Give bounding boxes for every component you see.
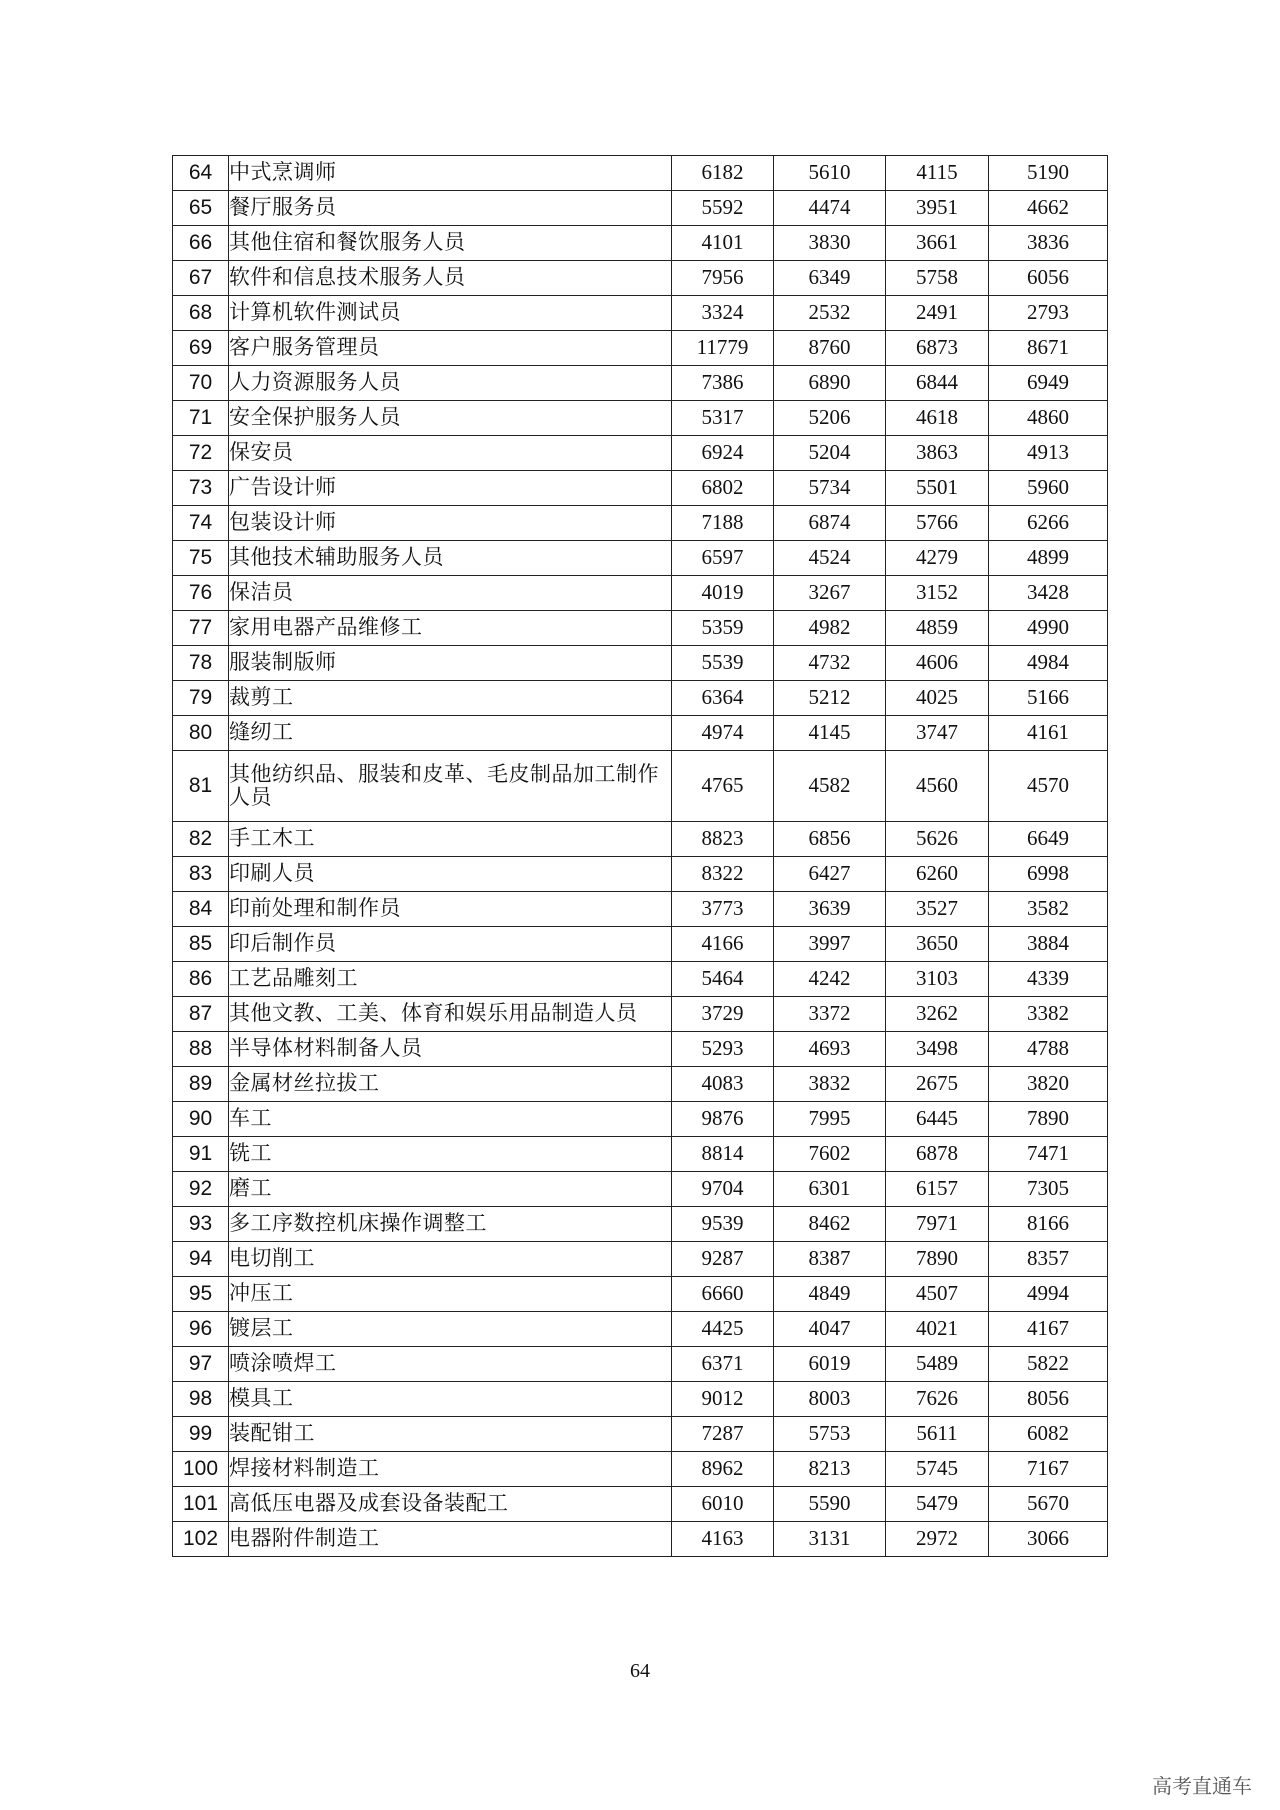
table-row <box>173 1487 1108 1522</box>
occupation-name: 保安员 <box>229 436 672 471</box>
value-col-2: 4145 <box>774 716 886 751</box>
value-col-3: 3747 <box>886 716 989 751</box>
value-col-3: 4021 <box>886 1312 989 1347</box>
occupation-name: 模具工 <box>229 1382 672 1417</box>
value-col-1: 7386 <box>672 366 774 401</box>
value-col-4: 3820 <box>989 1067 1108 1102</box>
value-col-1: 6364 <box>672 681 774 716</box>
value-col-4: 3066 <box>989 1522 1108 1557</box>
value-col-2: 6427 <box>774 857 886 892</box>
value-col-2: 8003 <box>774 1382 886 1417</box>
value-col-4: 3582 <box>989 892 1108 927</box>
value-col-3: 5745 <box>886 1452 989 1487</box>
row-number: 92 <box>173 1172 229 1207</box>
value-col-2: 5206 <box>774 401 886 436</box>
value-col-1: 4425 <box>672 1312 774 1347</box>
value-col-2: 8760 <box>774 331 886 366</box>
value-col-2: 5590 <box>774 1487 886 1522</box>
value-col-2: 5212 <box>774 681 886 716</box>
table-row <box>173 997 1108 1032</box>
value-col-3: 5626 <box>886 822 989 857</box>
value-col-3: 2491 <box>886 296 989 331</box>
value-col-4: 4994 <box>989 1277 1108 1312</box>
value-col-1: 8962 <box>672 1452 774 1487</box>
value-col-2: 5753 <box>774 1417 886 1452</box>
value-col-1: 5464 <box>672 962 774 997</box>
table-row <box>173 822 1108 857</box>
value-col-2: 4524 <box>774 541 886 576</box>
value-col-2: 3372 <box>774 997 886 1032</box>
page-number: 64 <box>630 1660 650 1682</box>
row-number: 76 <box>173 576 229 611</box>
value-col-3: 4025 <box>886 681 989 716</box>
value-col-4: 4990 <box>989 611 1108 646</box>
table-row <box>173 1452 1108 1487</box>
occupation-name: 缝纫工 <box>229 716 672 751</box>
value-col-4: 3382 <box>989 997 1108 1032</box>
watermark: 高考直通车 <box>1152 1774 1252 1798</box>
value-col-1: 4083 <box>672 1067 774 1102</box>
table-row <box>173 1277 1108 1312</box>
value-col-4: 4860 <box>989 401 1108 436</box>
value-col-1: 4101 <box>672 226 774 261</box>
value-col-4: 5670 <box>989 1487 1108 1522</box>
value-col-4: 4899 <box>989 541 1108 576</box>
occupation-name: 印前处理和制作员 <box>229 892 672 927</box>
value-col-1: 9012 <box>672 1382 774 1417</box>
table-row <box>173 296 1108 331</box>
row-number: 74 <box>173 506 229 541</box>
row-number: 97 <box>173 1347 229 1382</box>
value-col-4: 6649 <box>989 822 1108 857</box>
occupation-name: 铣工 <box>229 1137 672 1172</box>
value-col-1: 4765 <box>672 751 774 822</box>
value-col-4: 8671 <box>989 331 1108 366</box>
row-number: 84 <box>173 892 229 927</box>
value-col-2: 6890 <box>774 366 886 401</box>
value-col-4: 4788 <box>989 1032 1108 1067</box>
value-col-4: 8357 <box>989 1242 1108 1277</box>
value-col-3: 4115 <box>886 156 989 191</box>
value-col-3: 5766 <box>886 506 989 541</box>
occupation-name: 喷涂喷焊工 <box>229 1347 672 1382</box>
value-col-4: 4339 <box>989 962 1108 997</box>
value-col-1: 11779 <box>672 331 774 366</box>
value-col-3: 5758 <box>886 261 989 296</box>
table-row <box>173 1312 1108 1347</box>
value-col-3: 5479 <box>886 1487 989 1522</box>
occupation-name: 裁剪工 <box>229 681 672 716</box>
value-col-3: 3661 <box>886 226 989 261</box>
value-col-1: 5317 <box>672 401 774 436</box>
value-col-3: 6445 <box>886 1102 989 1137</box>
value-col-3: 4606 <box>886 646 989 681</box>
row-number: 80 <box>173 716 229 751</box>
row-number: 77 <box>173 611 229 646</box>
row-number: 78 <box>173 646 229 681</box>
table-row <box>173 1347 1108 1382</box>
table-row <box>173 1067 1108 1102</box>
value-col-4: 4913 <box>989 436 1108 471</box>
occupation-name: 人力资源服务人员 <box>229 366 672 401</box>
value-col-1: 6597 <box>672 541 774 576</box>
occupation-name: 计算机软件测试员 <box>229 296 672 331</box>
table-row <box>173 857 1108 892</box>
occupation-name: 半导体材料制备人员 <box>229 1032 672 1067</box>
value-col-2: 5734 <box>774 471 886 506</box>
occupation-name: 金属材丝拉拔工 <box>229 1067 672 1102</box>
table-row <box>173 471 1108 506</box>
occupation-name: 包装设计师 <box>229 506 672 541</box>
table-row <box>173 156 1108 191</box>
occupation-name: 磨工 <box>229 1172 672 1207</box>
table-row <box>173 611 1108 646</box>
table-row <box>173 1242 1108 1277</box>
value-col-3: 4507 <box>886 1277 989 1312</box>
row-number: 73 <box>173 471 229 506</box>
value-col-2: 3830 <box>774 226 886 261</box>
value-col-2: 8462 <box>774 1207 886 1242</box>
value-col-3: 3152 <box>886 576 989 611</box>
value-col-2: 4693 <box>774 1032 886 1067</box>
row-number: 69 <box>173 331 229 366</box>
row-number: 99 <box>173 1417 229 1452</box>
value-col-2: 8213 <box>774 1452 886 1487</box>
row-number: 88 <box>173 1032 229 1067</box>
row-number: 90 <box>173 1102 229 1137</box>
table-row <box>173 1522 1108 1557</box>
value-col-2: 8387 <box>774 1242 886 1277</box>
value-col-1: 6660 <box>672 1277 774 1312</box>
row-number: 75 <box>173 541 229 576</box>
value-col-1: 5359 <box>672 611 774 646</box>
value-col-3: 6844 <box>886 366 989 401</box>
value-col-2: 4047 <box>774 1312 886 1347</box>
value-col-2: 6019 <box>774 1347 886 1382</box>
value-col-4: 4167 <box>989 1312 1108 1347</box>
row-number: 89 <box>173 1067 229 1102</box>
row-number: 81 <box>173 751 229 822</box>
table-row <box>173 1417 1108 1452</box>
value-col-1: 4974 <box>672 716 774 751</box>
row-number: 67 <box>173 261 229 296</box>
row-number: 93 <box>173 1207 229 1242</box>
value-col-4: 5190 <box>989 156 1108 191</box>
table-row <box>173 1207 1108 1242</box>
value-col-2: 3832 <box>774 1067 886 1102</box>
row-number: 68 <box>173 296 229 331</box>
row-number: 83 <box>173 857 229 892</box>
value-col-4: 4161 <box>989 716 1108 751</box>
occupation-name: 餐厅服务员 <box>229 191 672 226</box>
value-col-3: 6157 <box>886 1172 989 1207</box>
value-col-3: 5489 <box>886 1347 989 1382</box>
table-row <box>173 331 1108 366</box>
value-col-4: 7471 <box>989 1137 1108 1172</box>
table-row <box>173 576 1108 611</box>
value-col-4: 4984 <box>989 646 1108 681</box>
value-col-2: 3997 <box>774 927 886 962</box>
value-col-3: 3527 <box>886 892 989 927</box>
value-col-1: 9287 <box>672 1242 774 1277</box>
value-col-1: 3773 <box>672 892 774 927</box>
row-number: 70 <box>173 366 229 401</box>
table-row <box>173 927 1108 962</box>
value-col-1: 7956 <box>672 261 774 296</box>
occupation-name: 软件和信息技术服务人员 <box>229 261 672 296</box>
row-number: 85 <box>173 927 229 962</box>
value-col-4: 3428 <box>989 576 1108 611</box>
table-row <box>173 646 1108 681</box>
value-col-3: 4279 <box>886 541 989 576</box>
value-col-1: 7287 <box>672 1417 774 1452</box>
row-number: 101 <box>173 1487 229 1522</box>
value-col-4: 5822 <box>989 1347 1108 1382</box>
occupation-name: 其他技术辅助服务人员 <box>229 541 672 576</box>
value-col-2: 6301 <box>774 1172 886 1207</box>
value-col-1: 4019 <box>672 576 774 611</box>
value-col-4: 6266 <box>989 506 1108 541</box>
table-row <box>173 1382 1108 1417</box>
occupation-name: 服装制版师 <box>229 646 672 681</box>
value-col-3: 6260 <box>886 857 989 892</box>
value-col-1: 4163 <box>672 1522 774 1557</box>
value-col-2: 6856 <box>774 822 886 857</box>
occupation-name: 电切削工 <box>229 1242 672 1277</box>
value-col-3: 2675 <box>886 1067 989 1102</box>
value-col-4: 2793 <box>989 296 1108 331</box>
occupation-name: 中式烹调师 <box>229 156 672 191</box>
table-row <box>173 226 1108 261</box>
value-col-4: 6056 <box>989 261 1108 296</box>
value-col-3: 3262 <box>886 997 989 1032</box>
value-col-1: 8814 <box>672 1137 774 1172</box>
occupation-name: 广告设计师 <box>229 471 672 506</box>
value-col-1: 5539 <box>672 646 774 681</box>
value-col-1: 3324 <box>672 296 774 331</box>
table-row <box>173 541 1108 576</box>
value-col-3: 3951 <box>886 191 989 226</box>
occupation-name: 高低压电器及成套设备装配工 <box>229 1487 672 1522</box>
occupation-name: 多工序数控机床操作调整工 <box>229 1207 672 1242</box>
row-number: 94 <box>173 1242 229 1277</box>
value-col-1: 6182 <box>672 156 774 191</box>
value-col-4: 6998 <box>989 857 1108 892</box>
value-col-3: 4859 <box>886 611 989 646</box>
value-col-1: 9704 <box>672 1172 774 1207</box>
value-col-3: 7626 <box>886 1382 989 1417</box>
value-col-4: 7167 <box>989 1452 1108 1487</box>
occupation-name: 印刷人员 <box>229 857 672 892</box>
value-col-2: 4732 <box>774 646 886 681</box>
row-number: 91 <box>173 1137 229 1172</box>
value-col-3: 3863 <box>886 436 989 471</box>
value-col-1: 5592 <box>672 191 774 226</box>
table-row <box>173 1172 1108 1207</box>
value-col-1: 6371 <box>672 1347 774 1382</box>
value-col-1: 9539 <box>672 1207 774 1242</box>
value-col-1: 4166 <box>672 927 774 962</box>
row-number: 71 <box>173 401 229 436</box>
value-col-3: 5611 <box>886 1417 989 1452</box>
row-number: 86 <box>173 962 229 997</box>
value-col-4: 3836 <box>989 226 1108 261</box>
value-col-1: 8322 <box>672 857 774 892</box>
value-col-4: 3884 <box>989 927 1108 962</box>
table-row <box>173 401 1108 436</box>
row-number: 65 <box>173 191 229 226</box>
row-number: 64 <box>173 156 229 191</box>
value-col-4: 4570 <box>989 751 1108 822</box>
value-col-2: 4582 <box>774 751 886 822</box>
value-col-3: 3498 <box>886 1032 989 1067</box>
row-number: 98 <box>173 1382 229 1417</box>
occupation-name: 家用电器产品维修工 <box>229 611 672 646</box>
table-body <box>173 156 1108 1557</box>
value-col-3: 3650 <box>886 927 989 962</box>
value-col-4: 8166 <box>989 1207 1108 1242</box>
value-col-1: 9876 <box>672 1102 774 1137</box>
value-col-2: 7995 <box>774 1102 886 1137</box>
value-col-3: 4618 <box>886 401 989 436</box>
table-row <box>173 191 1108 226</box>
occupation-name: 其他纺织品、服装和皮革、毛皮制品加工制作人员 <box>229 751 672 822</box>
value-col-2: 5204 <box>774 436 886 471</box>
value-col-2: 5610 <box>774 156 886 191</box>
value-col-2: 4474 <box>774 191 886 226</box>
table-row <box>173 681 1108 716</box>
value-col-3: 5501 <box>886 471 989 506</box>
occupation-name: 冲压工 <box>229 1277 672 1312</box>
value-col-3: 6878 <box>886 1137 989 1172</box>
row-number: 95 <box>173 1277 229 1312</box>
value-col-1: 8823 <box>672 822 774 857</box>
value-col-2: 2532 <box>774 296 886 331</box>
value-col-4: 7890 <box>989 1102 1108 1137</box>
row-number: 102 <box>173 1522 229 1557</box>
table-row <box>173 751 1108 822</box>
table-row <box>173 1137 1108 1172</box>
occupation-name: 工艺品雕刻工 <box>229 962 672 997</box>
value-col-1: 5293 <box>672 1032 774 1067</box>
occupation-name: 其他文教、工美、体育和娱乐用品制造人员 <box>229 997 672 1032</box>
value-col-2: 4982 <box>774 611 886 646</box>
row-number: 66 <box>173 226 229 261</box>
value-col-4: 6949 <box>989 366 1108 401</box>
value-col-1: 7188 <box>672 506 774 541</box>
value-col-4: 4662 <box>989 191 1108 226</box>
value-col-4: 6082 <box>989 1417 1108 1452</box>
table-row <box>173 436 1108 471</box>
row-number: 100 <box>173 1452 229 1487</box>
occupation-name: 客户服务管理员 <box>229 331 672 366</box>
row-number: 87 <box>173 997 229 1032</box>
value-col-2: 4242 <box>774 962 886 997</box>
value-col-1: 3729 <box>672 997 774 1032</box>
value-col-1: 6802 <box>672 471 774 506</box>
value-col-2: 4849 <box>774 1277 886 1312</box>
occupation-name: 镀层工 <box>229 1312 672 1347</box>
occupation-name: 保洁员 <box>229 576 672 611</box>
table-row <box>173 1102 1108 1137</box>
value-col-4: 5166 <box>989 681 1108 716</box>
value-col-3: 2972 <box>886 1522 989 1557</box>
occupation-name: 焊接材料制造工 <box>229 1452 672 1487</box>
value-col-1: 6010 <box>672 1487 774 1522</box>
value-col-2: 6349 <box>774 261 886 296</box>
value-col-3: 7890 <box>886 1242 989 1277</box>
value-col-1: 6924 <box>672 436 774 471</box>
table-row <box>173 962 1108 997</box>
value-col-4: 5960 <box>989 471 1108 506</box>
occupation-name: 装配钳工 <box>229 1417 672 1452</box>
table-row <box>173 892 1108 927</box>
value-col-2: 3131 <box>774 1522 886 1557</box>
table-row <box>173 506 1108 541</box>
value-col-2: 3639 <box>774 892 886 927</box>
value-col-3: 3103 <box>886 962 989 997</box>
occupation-name: 车工 <box>229 1102 672 1137</box>
value-col-3: 4560 <box>886 751 989 822</box>
table-row <box>173 716 1108 751</box>
table-row <box>173 366 1108 401</box>
row-number: 96 <box>173 1312 229 1347</box>
wage-table <box>172 155 1108 1557</box>
value-col-4: 8056 <box>989 1382 1108 1417</box>
value-col-3: 6873 <box>886 331 989 366</box>
occupation-name: 电器附件制造工 <box>229 1522 672 1557</box>
row-number: 72 <box>173 436 229 471</box>
value-col-3: 7971 <box>886 1207 989 1242</box>
value-col-4: 7305 <box>989 1172 1108 1207</box>
value-col-2: 6874 <box>774 506 886 541</box>
row-number: 79 <box>173 681 229 716</box>
occupation-name: 其他住宿和餐饮服务人员 <box>229 226 672 261</box>
value-col-2: 3267 <box>774 576 886 611</box>
table-row <box>173 261 1108 296</box>
row-number: 82 <box>173 822 229 857</box>
occupation-name: 手工木工 <box>229 822 672 857</box>
occupation-name: 印后制作员 <box>229 927 672 962</box>
occupation-name: 安全保护服务人员 <box>229 401 672 436</box>
table-row <box>173 1032 1108 1067</box>
value-col-2: 7602 <box>774 1137 886 1172</box>
